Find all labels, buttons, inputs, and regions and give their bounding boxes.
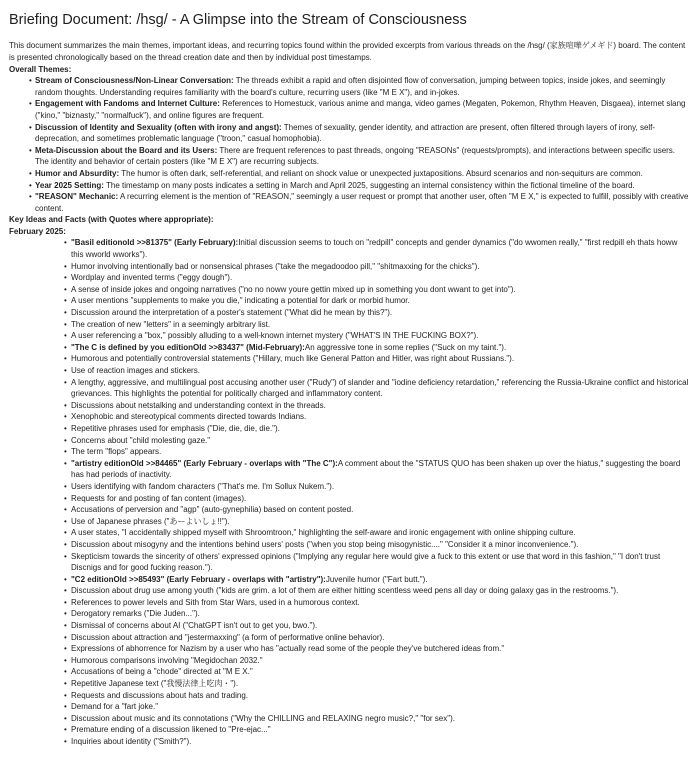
- list-item-bold: Year 2025 Setting:: [35, 180, 104, 190]
- overall-themes-heading: Overall Themes:: [9, 64, 72, 74]
- list-item-text: An aggressive tone in some replies ("Suck on my taint.").: [304, 342, 507, 352]
- list-item-bold: Stream of Consciousness/Non-Linear Conversation:: [35, 76, 234, 86]
- list-item: [9, 678, 690, 690]
- list-item-text: Discussion around the interpretation of a poster's statement ("What did he mean by this?").: [71, 308, 393, 318]
- list-item-text: Skepticism towards the sincerity of others' expressed opinions ("Implying any regular here would give a fuck to this extent or use that word in this fashion," "I don't trust Discnigs and for good fucking reason.").: [71, 551, 661, 573]
- list-item-text: Requests and discussions about hats and trading.: [71, 690, 249, 700]
- list-item-text: References to power levels and Sith from Star Wars, used in a humorous context.: [71, 597, 360, 607]
- key-ideas-heading: Key Ideas and Facts (with Quotes where appropriate):: [9, 215, 214, 225]
- list-item: [9, 330, 690, 342]
- list-item-text: Accusations of being a "chode" directed at "M E X.": [71, 667, 253, 677]
- list-item-text: Dismissal of concerns about AI ("ChatGPT isn't out to get you, bwo.").: [71, 621, 318, 631]
- list-item-text: References to Homestuck, various anime and manga, video games (Megaten, Pokemon, Rhythm Heaven, Disgaea), internet slang ("kino," "biznasty," "normalfuck"), and online figures are frequent.: [35, 99, 686, 120]
- list-item-text: Premature ending of a discussion likened to "Pre-ejac...": [71, 725, 271, 735]
- list-item-text: Juvenile humor ("Fart butt.").: [325, 574, 428, 584]
- list-item-bold: "The C is defined by you editionOld >>83437" (Mid-February):: [71, 342, 305, 352]
- list-item-text: Accusations of perversion and "agp" (auto-gynephilia) based on content posted.: [71, 505, 354, 515]
- list-item: [9, 435, 690, 447]
- list-item-text: Themes of sexuality, gender identity, and attraction are present, often filtered through layers of irony, self-deprecation, and sometimes problematic language ("troon," casual homophobia).: [35, 122, 656, 144]
- list-item-text: Repetitive phrases used for emphasis ("Die, die, die, die.").: [71, 423, 280, 433]
- list-item-text: There are frequent references to past threads, ongoing "REASONs" (requests/prompts), and interactions between specific users. The identity and behavior of certain posters (like "M E X") are recurring subjects.: [35, 145, 676, 167]
- intro-paragraph: This document summarizes the main themes, important ideas, and recurring topics found within the provided excerpts from various threads on the /hsg/ (家族喧嘩ゲメギド) board. The content is presented chronologically based on the thread creation date and then by individual post timestamps.: [9, 41, 686, 62]
- list-item-text: A user referencing a "box," possibly alluding to a well-known internet mystery ("WHAT'S IN THE FUCKING BOX?").: [71, 331, 479, 341]
- list-item: [9, 145, 690, 168]
- list-item-text: Expressions of abhorrence for Nazism by a user who has "actually read some of the people they've butchered ideas from.": [71, 644, 505, 654]
- list-item: [9, 307, 690, 319]
- list-item-text: Concerns about "child molesting gaze.": [71, 435, 211, 445]
- list-item: [9, 284, 690, 296]
- list-item: [9, 736, 690, 748]
- list-item: [9, 620, 690, 632]
- list-item-text: Users identifying with fandom characters ("That's me. I'm Sollux Nukem.").: [71, 481, 335, 491]
- list-item-text: Use of Japanese phrases ("あーよいしょ!!").: [71, 516, 230, 526]
- list-item: [9, 493, 690, 505]
- list-item: [9, 423, 690, 435]
- list-item-text: A user states, "I accidentally shipped myself with Shroomtroon," highlighting the self-aware and ironic engagement with online shipping culture.: [71, 528, 576, 538]
- list-item-text: Repetitive Japanese text ("我慢法律上吃肉・").: [71, 679, 239, 689]
- list-item-text: A lengthy, aggressive, and multilingual post accusing another user ("Rudy") of slander and "iodine deficiency retardation," referencing the Russia-Ukraine conflict and historical grievances. This highlights the potential for politically charged and inflammatory content.: [71, 377, 689, 399]
- list-item-text: Wordplay and invented terms ("eggy dough").: [71, 273, 233, 283]
- list-item: [9, 98, 690, 121]
- list-item: [9, 585, 690, 597]
- list-item-text: Discussion about music and its connotations ("Why the CHILLING and RELAXING negro music?," "for sex").: [71, 713, 455, 723]
- list-item-text: Discussion about misogyny and the intentions behind users' posts ("when you stop being misogynistic...." "Consider it a minor inconvenience.").: [71, 539, 579, 549]
- february-list: [9, 237, 690, 747]
- list-item-bold: Meta-Discussion about the Board and its Users:: [35, 145, 218, 155]
- list-item: [9, 75, 690, 98]
- list-item: [9, 632, 690, 644]
- list-item-bold: "REASON" Mechanic:: [35, 192, 119, 202]
- list-item: [9, 342, 690, 354]
- list-item: [9, 551, 690, 574]
- list-item-text: Use of reaction images and stickers.: [71, 366, 200, 376]
- list-item: [9, 295, 690, 307]
- list-item: [9, 539, 690, 551]
- list-item: [9, 180, 690, 192]
- list-item-text: A recurring element is the mention of "REASON," seemingly a user request or prompt that another user, often "M E X," is expected to fulfill, possibly with creative content.: [35, 192, 689, 213]
- list-item-text: Humorous comparisons involving "Megidochan 2032.": [71, 655, 263, 665]
- list-item: [9, 122, 690, 145]
- list-item-text: Requests for and posting of fan content (images).: [71, 493, 247, 503]
- list-item-bold: "C2 editionOld >>85493" (Early February - overlaps with "artistry"):: [71, 574, 326, 584]
- list-item-text: Humor involving intentionally bad or nonsensical phrases ("take the megadoodoo pill," "shitmaxxing for the chicks").: [71, 261, 480, 271]
- list-item: [9, 597, 690, 609]
- list-item: [9, 666, 690, 678]
- list-item-text: The timestamp on many posts indicates a setting in March and April 2025, suggesting an internal consistency within the fictional timeline of the board.: [103, 180, 635, 190]
- list-item-bold: "artistry editionOld >>84465" (Early February - overlaps with "The C"):: [71, 458, 338, 468]
- list-item: [9, 377, 690, 400]
- list-item: [9, 713, 690, 725]
- list-item: [9, 261, 690, 273]
- list-item-text: Inquiries about identity ("Smith?").: [71, 737, 192, 747]
- list-item-text: Derogatory remarks ("Die Juden...").: [71, 609, 200, 619]
- themes-list: [9, 75, 690, 214]
- list-item-text: The creation of new "letters" in a seemingly arbitrary list.: [71, 319, 271, 329]
- list-item-text: Xenophobic and stereotypical comments directed towards Indians.: [71, 412, 307, 422]
- list-item: [9, 237, 690, 260]
- list-item: [9, 353, 690, 365]
- list-item-text: Discussion about attraction and "jestermaxxing" (a form of performative online behavior).: [71, 632, 385, 642]
- list-item-text: Demand for a "fart joke.": [71, 702, 159, 712]
- list-item-bold: Engagement with Fandoms and Internet Culture:: [35, 99, 220, 109]
- list-item: [9, 168, 690, 180]
- list-item: [9, 481, 690, 493]
- list-item: [9, 411, 690, 423]
- list-item-text: A sense of inside jokes and ongoing narratives ("no no noww youre gettin mixed up in something you dont wwant to get into").: [71, 284, 516, 294]
- list-item: [9, 446, 690, 458]
- list-item-text: Humorous and potentially controversial statements ("Hillary, much like General Patton and Hitler, was right about Russians.").: [71, 354, 515, 364]
- list-item-text: Discussions about netstalking and understanding context in the threads.: [71, 400, 326, 410]
- list-item: [9, 643, 690, 655]
- list-item-bold: Discussion of Identity and Sexuality (often with irony and angst):: [35, 122, 282, 132]
- list-item: [9, 690, 690, 702]
- list-item-text: The humor is often dark, self-referential, and reliant on shock value or unexpected juxtapositions. Absurd scenarios and non-sequiturs are common.: [119, 168, 643, 178]
- list-item-text: The term "flops" appears.: [71, 447, 162, 457]
- list-item: [9, 191, 690, 214]
- list-item: [9, 458, 690, 481]
- list-item-bold: "Basil editionold >>81375" (Early February):: [71, 238, 239, 248]
- february-heading: February 2025:: [9, 226, 66, 236]
- document-title: Briefing Document: /hsg/ - A Glimpse into the Stream of Consciousness: [9, 12, 467, 28]
- list-item-text: Initial discussion seems to touch on "redpill" concepts and gender dynamics ("do wwomen really," "first redpill eh thats howw this wworld wworks").: [71, 238, 678, 260]
- list-item: [9, 527, 690, 539]
- list-item: [9, 504, 690, 516]
- list-item-text: A user mentions "supplements to make you die," indicating a potential for dark or morbid humor.: [71, 296, 410, 306]
- list-item: [9, 724, 690, 736]
- list-item-text: The threads exhibit a rapid and often disjointed flow of conversation, jumping between topics, inside jokes, and seemingly random thoughts. Understanding requires familiarity with the board's culture, recurring users (like "M E X"), and in-jokes.: [35, 76, 666, 97]
- list-item: [9, 574, 690, 586]
- list-item: [9, 655, 690, 667]
- list-item: [9, 701, 690, 713]
- list-item-text: A comment about the "STATUS QUO has been shaken up over the hiatus," suggesting the board has had periods of inactivity.: [71, 458, 681, 480]
- list-item: [9, 272, 690, 284]
- list-item: [9, 400, 690, 412]
- list-item: [9, 365, 690, 377]
- list-item-bold: Humor and Absurdity:: [35, 168, 120, 178]
- list-item: [9, 608, 690, 620]
- list-item-text: Discussion about drug use among youth ("kids are grim. a lot of them are either hitting scentless weed pens all day or doing galaxy gas in the restrooms.").: [71, 586, 619, 596]
- list-item: [9, 516, 690, 528]
- list-item: [9, 319, 690, 331]
